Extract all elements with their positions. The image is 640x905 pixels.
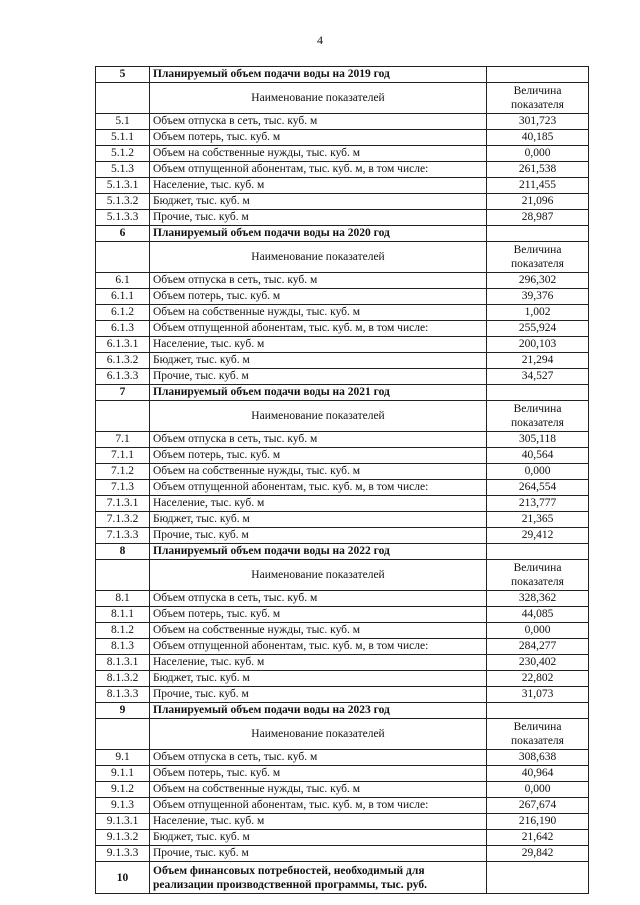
indicator-value: 328,362 (487, 591, 589, 607)
indicator-value: 267,674 (487, 798, 589, 814)
row-number: 5.1.3.2 (96, 194, 150, 210)
table-row (96, 162, 589, 178)
indicator-name: Объем отпуска в сеть, тыс. куб. м (150, 432, 487, 448)
indicator-value: 216,190 (487, 814, 589, 830)
indicator-name: Объем потерь, тыс. куб. м (150, 448, 487, 464)
indicator-value: 34,527 (487, 369, 589, 385)
header-number-empty (96, 242, 150, 273)
header-number-empty (96, 560, 150, 591)
section-value-empty (487, 226, 589, 242)
indicator-name: Население, тыс. куб. м (150, 655, 487, 671)
final-row-value (487, 862, 589, 894)
row-number: 8.1.2 (96, 623, 150, 639)
table-row (96, 353, 589, 369)
indicator-name: Объем потерь, тыс. куб. м (150, 130, 487, 146)
indicator-value: 29,842 (487, 846, 589, 862)
indicator-name: Объем на собственные нужды, тыс. куб. м (150, 623, 487, 639)
indicator-name: Объем отпуска в сеть, тыс. куб. м (150, 273, 487, 289)
indicator-value: 0,000 (487, 146, 589, 162)
table-row (96, 671, 589, 687)
table-row (96, 798, 589, 814)
row-number: 6.1.3 (96, 321, 150, 337)
table-row (96, 448, 589, 464)
indicator-value: 296,302 (487, 273, 589, 289)
row-number: 9.1.3.3 (96, 846, 150, 862)
indicator-value: 0,000 (487, 464, 589, 480)
table-row (96, 591, 589, 607)
table-row (96, 512, 589, 528)
table-row (96, 830, 589, 846)
section-number: 5 (96, 67, 150, 83)
indicator-name: Объем отпуска в сеть, тыс. куб. м (150, 750, 487, 766)
row-number: 7.1.1 (96, 448, 150, 464)
row-number: 5.1.3.3 (96, 210, 150, 226)
indicator-value: 44,085 (487, 607, 589, 623)
section-number: 7 (96, 385, 150, 401)
indicator-name: Объем на собственные нужды, тыс. куб. м (150, 464, 487, 480)
page-number: 4 (317, 33, 323, 47)
table-row (96, 194, 589, 210)
final-row (96, 862, 589, 894)
indicator-value: 0,000 (487, 782, 589, 798)
indicator-name: Бюджет, тыс. куб. м (150, 671, 487, 687)
table-row (96, 750, 589, 766)
section-value-empty (487, 67, 589, 83)
indicator-name: Прочие, тыс. куб. м (150, 210, 487, 226)
indicator-name-header: Наименование показателей (150, 83, 487, 114)
section-value-empty (487, 385, 589, 401)
indicator-value: 211,455 (487, 178, 589, 194)
row-number: 9.1.1 (96, 766, 150, 782)
indicator-name: Объем на собственные нужды, тыс. куб. м (150, 782, 487, 798)
row-number: 9.1 (96, 750, 150, 766)
indicator-name: Объем отпущенной абонентам, тыс. куб. м, в том числе: (150, 798, 487, 814)
table-row (96, 655, 589, 671)
table-row (96, 480, 589, 496)
row-number: 7.1.3.3 (96, 528, 150, 544)
indicator-name: Население, тыс. куб. м (150, 337, 487, 353)
indicator-value: 21,294 (487, 353, 589, 369)
section-title: Планируемый объем подачи воды на 2021 год (150, 385, 487, 401)
indicator-value: 230,402 (487, 655, 589, 671)
indicator-value: 200,103 (487, 337, 589, 353)
section-number: 9 (96, 703, 150, 719)
indicator-value: 308,638 (487, 750, 589, 766)
row-number: 6.1.3.2 (96, 353, 150, 369)
indicator-name: Прочие, тыс. куб. м (150, 687, 487, 703)
section-row (96, 385, 589, 401)
row-number: 5.1.2 (96, 146, 150, 162)
row-number: 5.1.1 (96, 130, 150, 146)
table-row (96, 210, 589, 226)
indicator-value: 40,185 (487, 130, 589, 146)
indicator-name: Население, тыс. куб. м (150, 178, 487, 194)
value-header: Величина показателя (487, 401, 589, 432)
table-row (96, 496, 589, 512)
value-header: Величина показателя (487, 242, 589, 273)
table-row (96, 273, 589, 289)
indicator-name: Бюджет, тыс. куб. м (150, 830, 487, 846)
row-number: 8.1 (96, 591, 150, 607)
indicator-name: Население, тыс. куб. м (150, 496, 487, 512)
row-number: 8.1.1 (96, 607, 150, 623)
header-number-empty (96, 83, 150, 114)
column-header-row (96, 83, 589, 114)
row-number: 8.1.3.3 (96, 687, 150, 703)
indicator-name: Прочие, тыс. куб. м (150, 528, 487, 544)
indicator-name: Объем отпущенной абонентам, тыс. куб. м, в том числе: (150, 480, 487, 496)
indicator-value: 21,365 (487, 512, 589, 528)
final-row-title: Объем финансовых потребностей, необходимый для реализации производственной программы, тыс. руб. (150, 862, 487, 894)
header-number-empty (96, 719, 150, 750)
table-row (96, 114, 589, 130)
section-value-empty (487, 544, 589, 560)
indicator-name: Объем на собственные нужды, тыс. куб. м (150, 146, 487, 162)
indicator-name: Бюджет, тыс. куб. м (150, 512, 487, 528)
row-number: 7.1.3.1 (96, 496, 150, 512)
section-title: Планируемый объем подачи воды на 2020 год (150, 226, 487, 242)
indicator-value: 40,564 (487, 448, 589, 464)
table-row (96, 178, 589, 194)
indicator-value: 29,412 (487, 528, 589, 544)
indicator-name: Объем отпущенной абонентам, тыс. куб. м, в том числе: (150, 321, 487, 337)
value-header: Величина показателя (487, 83, 589, 114)
table-row (96, 623, 589, 639)
section-row (96, 67, 589, 83)
indicator-name: Объем отпуска в сеть, тыс. куб. м (150, 591, 487, 607)
indicator-value: 31,073 (487, 687, 589, 703)
row-number: 6.1.2 (96, 305, 150, 321)
indicator-name: Население, тыс. куб. м (150, 814, 487, 830)
row-number: 8.1.3.1 (96, 655, 150, 671)
row-number: 9.1.2 (96, 782, 150, 798)
indicator-value: 0,000 (487, 623, 589, 639)
indicator-name-header: Наименование показателей (150, 719, 487, 750)
row-number: 5.1.3.1 (96, 178, 150, 194)
indicator-value: 39,376 (487, 289, 589, 305)
table-row (96, 639, 589, 655)
table-body (96, 67, 589, 894)
indicator-value: 284,277 (487, 639, 589, 655)
row-number: 9.1.3.2 (96, 830, 150, 846)
table-row (96, 130, 589, 146)
row-number: 5.1.3 (96, 162, 150, 178)
row-number: 5.1 (96, 114, 150, 130)
table-row (96, 528, 589, 544)
table-row (96, 289, 589, 305)
row-number: 7.1 (96, 432, 150, 448)
section-number: 6 (96, 226, 150, 242)
row-number: 7.1.2 (96, 464, 150, 480)
indicator-name: Бюджет, тыс. куб. м (150, 194, 487, 210)
indicator-name: Объем отпущенной абонентам, тыс. куб. м, в том числе: (150, 162, 487, 178)
indicator-value: 21,642 (487, 830, 589, 846)
indicator-value: 255,924 (487, 321, 589, 337)
table-row (96, 321, 589, 337)
section-title: Планируемый объем подачи воды на 2022 год (150, 544, 487, 560)
value-header: Величина показателя (487, 560, 589, 591)
section-value-empty (487, 703, 589, 719)
row-number: 9.1.3 (96, 798, 150, 814)
indicator-name: Объем отпуска в сеть, тыс. куб. м (150, 114, 487, 130)
table-row (96, 814, 589, 830)
table-row (96, 432, 589, 448)
indicator-value: 213,777 (487, 496, 589, 512)
section-row (96, 544, 589, 560)
column-header-row (96, 719, 589, 750)
indicator-name: Объем потерь, тыс. куб. м (150, 607, 487, 623)
table-row (96, 687, 589, 703)
column-header-row (96, 560, 589, 591)
row-number: 8.1.3.2 (96, 671, 150, 687)
table-row (96, 337, 589, 353)
indicator-value: 301,723 (487, 114, 589, 130)
indicator-name-header: Наименование показателей (150, 242, 487, 273)
table-row (96, 846, 589, 862)
table-row (96, 766, 589, 782)
indicator-value: 1,002 (487, 305, 589, 321)
row-number: 9.1.3.1 (96, 814, 150, 830)
indicator-name: Объем потерь, тыс. куб. м (150, 766, 487, 782)
column-header-row (96, 242, 589, 273)
section-row (96, 703, 589, 719)
section-title: Планируемый объем подачи воды на 2023 год (150, 703, 487, 719)
indicator-value: 264,554 (487, 480, 589, 496)
row-number: 6.1.1 (96, 289, 150, 305)
row-number: 8.1.3 (96, 639, 150, 655)
table-row (96, 782, 589, 798)
table-row (96, 305, 589, 321)
row-number: 7.1.3.2 (96, 512, 150, 528)
indicator-value: 28,987 (487, 210, 589, 226)
table-row (96, 146, 589, 162)
indicator-name-header: Наименование показателей (150, 560, 487, 591)
indicator-name: Объем потерь, тыс. куб. м (150, 289, 487, 305)
column-header-row (96, 401, 589, 432)
section-number: 8 (96, 544, 150, 560)
row-number: 6.1 (96, 273, 150, 289)
indicator-value: 261,538 (487, 162, 589, 178)
row-number: 6.1.3.1 (96, 337, 150, 353)
row-number: 6.1.3.3 (96, 369, 150, 385)
table-row (96, 464, 589, 480)
indicator-value: 21,096 (487, 194, 589, 210)
indicator-name: Объем на собственные нужды, тыс. куб. м (150, 305, 487, 321)
indicator-name: Прочие, тыс. куб. м (150, 369, 487, 385)
header-number-empty (96, 401, 150, 432)
indicator-name: Объем отпущенной абонентам, тыс. куб. м, в том числе: (150, 639, 487, 655)
indicator-value: 305,118 (487, 432, 589, 448)
row-number: 7.1.3 (96, 480, 150, 496)
table-row (96, 369, 589, 385)
water-supply-table (95, 66, 589, 894)
section-title: Планируемый объем подачи воды на 2019 год (150, 67, 487, 83)
indicator-name-header: Наименование показателей (150, 401, 487, 432)
section-row (96, 226, 589, 242)
indicator-name: Прочие, тыс. куб. м (150, 846, 487, 862)
final-row-number: 10 (96, 862, 150, 894)
indicator-value: 40,964 (487, 766, 589, 782)
indicator-value: 22,802 (487, 671, 589, 687)
indicator-name: Бюджет, тыс. куб. м (150, 353, 487, 369)
table-row (96, 607, 589, 623)
value-header: Величина показателя (487, 719, 589, 750)
